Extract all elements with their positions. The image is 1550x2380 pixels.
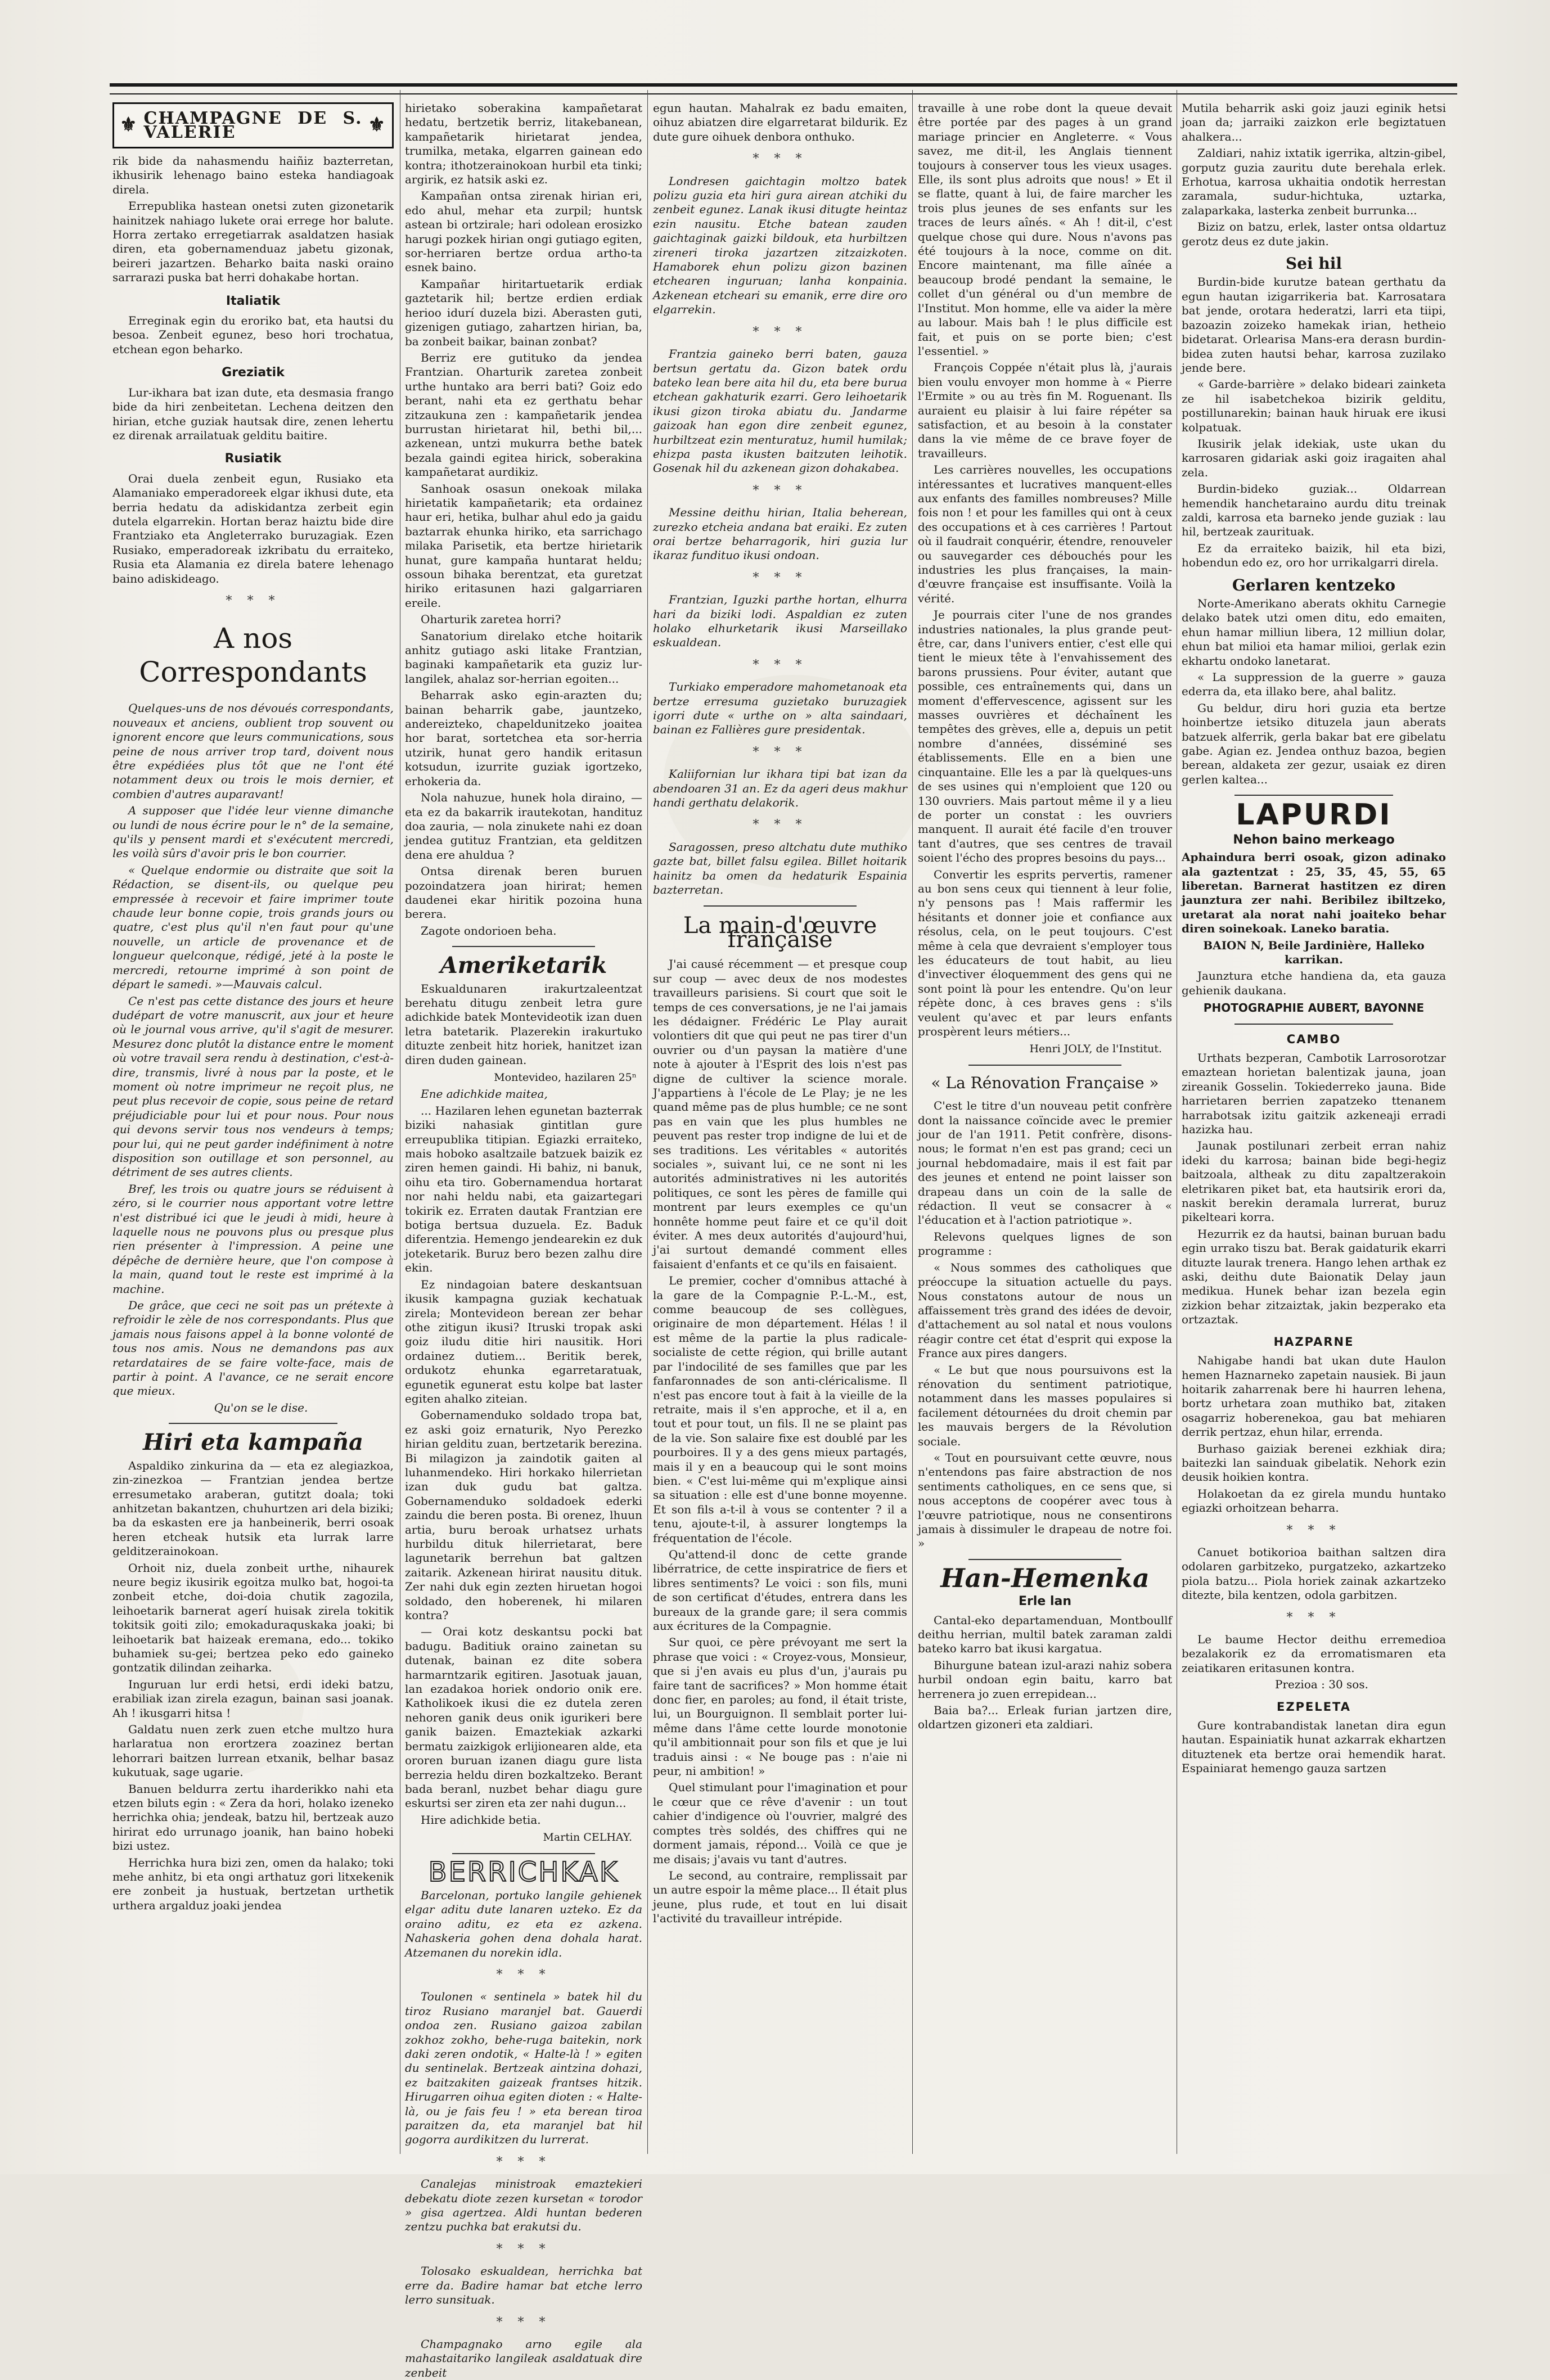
paragraph: Quelques-uns de nos dévoués correspondants, nouveaux et anciens, oublient trop souvent ou ignorent encore que leurs communications, sous peine de nous arriver trop tard, doivent nous être expédiées plus tôt que ne l'ont été notamment deux ou trois le mois dernier, et combien d'autres auparavant! — [112, 701, 394, 801]
ornament-divider: * * * — [1286, 1523, 1341, 1538]
article-title: A nos Correspondants — [139, 622, 367, 689]
section-heading: Sei hil — [1285, 254, 1342, 273]
section-heading: HAZPARNE — [1273, 1335, 1354, 1349]
paragraph: Hezurrik ez da hautsi, bainan buruan badu egin urrako tiszu bat. Berak gaidaturik ekarri dituzte laurak trenera. Hango lehen arthak ez aski, deithu dute Baionatik Delay jaun medikua. Hunek behar izan bezela egin zizkion behar zitzaiztak, jakin bezperako eta ortzaztak. — [1182, 1227, 1446, 1327]
paragraph: Orhoit niz, duela zonbeit urthe, nihaurek neure begiz ikusirik egoitza mulko bat, hogoi-ta zonbeit etche, doi-doia chutik zagozila, leihoetarik barnerat agerí huisak zirela tokitik tokitsik goiti zilo; emokaduraquskaka joaki; bi leihoetarik bat haizeak eremana, edo... tokiko buhamiek su-gei; bertzea peko edo gaineko gontzatik dilindan zeiharka. — [112, 1561, 394, 1675]
paragraph: Zaldiari, nahiz ixtatik igerrika, altzin-gibel, gorputz guzia zauritu dute berehala erlek. Erhotua, karrosa ukhaitia ondotik herrestan zaramala, sudur-hichtuka, uztarka, zalaparkaka, lasterka zenbeit burrunka... — [1182, 146, 1446, 217]
section-heading: Greziatik — [222, 366, 285, 380]
ornament-divider: * * * — [753, 324, 808, 339]
ornament-divider: * * * — [496, 2242, 551, 2256]
paragraph: rik bide da nahasmendu haiñiz bazterretan, ikhusirik lehenago baino esteka handiagoak direla. — [112, 154, 394, 196]
paragraph: Lur-ikhara bat izan dute, eta desmasia frango bide da hiri zenbeitetan. Lechena deitzen den hirian, etche guziak hautsak dire, zenen lehertu ez direnak arrailatuak gelditu baitire. — [112, 385, 394, 442]
paragraph: Sanhoak osasun onekoak milaka hirietatik kampañetarik; eta ordainez haur eri, hetika, bulhar ahul edo ja gaidu baztarrak ehunka hiriko, eta sarrichago milaka Parisetik, eta bertze hirietarik hunat, gure kampaña huntarat heldu; ossoun bihaka berentzat, eta guretzat hiriko eritasunen hazi galgarriaren ereile. — [405, 481, 642, 610]
paragraph: Burhaso gaiziak berenei ezkhiak dira; baitezki lan sainduak gibelatik. Nehork ezin deusik hoikien kontra. — [1182, 1441, 1446, 1484]
ad-headline: Nehon baino merkeago — [1233, 832, 1395, 847]
paragraph: Norte-Amerikano aberats okhitu Carnegie delako batek utzi omen ditu, edo emaiten, ehun hamar milliun libera, 12 milliun dolar, ehun bat milioi eta hamar milioi, gerlak ezin ekhartu ondoko lanetarat. — [1182, 597, 1446, 668]
fleur-de-lis-icon: ⚜ — [120, 114, 138, 137]
article-title: Ameriketarik — [440, 952, 607, 979]
paragraph: « Tout en poursuivant cette œuvre, nous n'entendons pas faire abstraction de nos sentiments catholiques, en ce sens que, si nous acceptons de coopérer avec tous à l'œuvre patriotique, nous ne consentirons jamais à dissimuler le drapeau de notre foi. » — [918, 1450, 1172, 1550]
signature: Henri JOLY, de l'Institut. — [1029, 1043, 1162, 1056]
paragraph: Le premier, cocher d'omnibus attaché à la gare de la Compagnie P.-L.-M., est, comme beaucoup de ses collègues, originaire de mon département. Hélas ! il est même de la partie la plus radicale-socialiste de cette région, qui brille autant par l'indocilité de ses familles que par les fanfaronnades de son anti-cléricalisme. Il n'est pas encore tout à fait à la vieille de la retraite, mais il s'en approche, et il a, en tout et pour tout, un fils. Il ne se plaint pas de la vie. Son salaire fixe est doublé par les pourboires. Il y a des gens mieux partagés, mais il y en a beaucoup qui le sont moins bien. « C'est lui-même qui m'explique ainsi sa situation : elle est d'une bonne moyenne. Et son fils a-t-il à vous se contenter ? il a tenu, ajoute-t-il, à assurer longtemps la fréquentation de l'école. — [653, 1274, 907, 1545]
ornament-divider: * * * — [1286, 1610, 1341, 1625]
paragraph: François Coppée n'était plus là, j'aurais bien voulu envoyer mon homme à « Pierre l'Ermite » ou au très fin M. Roguenant. Ils auraient eu plaisir à lui faire répéter sa satisfaction, et au besoin à la constater dans la vie même de ce brave foyer de travailleurs. — [918, 360, 1172, 460]
paragraph: Nola nahuzue, hunek hola diraino, — eta ez da bakarrik irautekotan, handituz doa zauria, — nola zinukete nahi ez doan jendea gutituz Frantzian, eta gelditzen dena ere ahuldua ? — [405, 791, 642, 862]
paragraph: egun hautan. Mahalrak ez badu emaiten, oihuz abiatzen dire elgarretarat bildurik. Ez dute gure oihuek denbora onthuko. — [653, 101, 907, 143]
paragraph: Je pourrais citer l'une de nos grandes industries nationales, la plus grande peut-être, car, dans l'univers entier, c'est elle qui tient le mieux tête à l'envahissement des barons prussiens. Pour éviter, autant que possible, ces entraînements qui, dans un moment d'effervescence, agissent sur les masses ouvrières et déchaînent les tempêtes des grèves, elle a, depuis un petit nombre d'années, disséminé ses établissements. Elle en a bien une cinquantaine. Elle les a par là quelques-uns de ses usines qui n'emploient que 120 ou 130 ouvriers. Mais partout même il y a lieu de porter un constat : les ouvriers manquent. Il aurait été facile d'en trouver tant d'autres, que ses centres de travail soient l'écho des propres besoins du pays... — [918, 608, 1172, 865]
paragraph: « Quelque endormie ou distraite que soit la Rédaction, se disent-ils, ou quelque peu empressée à recevoir et faire imprimer toute chaude leur bonne copie, trois grands jours ou quatre, c'est plus qu'il n'en faut pour qu'une nouvelle, un article de provenance et de longueur quelconque, rédigé, jeté à la poste le mercredi, retourne imprimé à son point de départ le samedi. »—Mauvais calcul. — [112, 863, 394, 991]
divider — [452, 946, 594, 947]
paragraph: — Orai kotz deskantsu pocki bat badugu. Baditiuk oraino zainetan su dutenak, bainan ez dite sobera harmarntzarik egitiren. Jasotuak jauan, lan ezadakoa horiek ondorio onik ere. Katholikoek ikusi die ez dutela zeren nehoren ganik deus onik igurikeri bere ganik baizen. Emaztekiak azkarki bermatu zaizkigok erlijionearen alde, eta ororen buruan izanen diagu gure lista berrezia heldu diren bozkaltzeko. Berant bada beranl, nuzbet behar diagu gure eskurtsi ser ziren eta zer nahi dugun... — [405, 1625, 642, 1810]
paragraph: Qu'attend-il donc de cette grande libérratrice, de cette inspiratrice de fiers et libres sentiments? Le voici : son fils, muni de son certificat d'études, entrera dans les bureaux de la grande gare; il sera commis aux écritures de la Compagnie. — [653, 1547, 907, 1633]
paragraph: Toulonen « sentinela » batek hil du tiroz Rusiano maranjel bat. Gauerdi ondoa zen. Rusiano gaizoa zabilan zokhoz zokho, behe-ruga baitekin, nork daki zeren ondotik, « Halte-là ! » egiten du sentinelak. Bertzeak aintzina dohazi, ez baitzakiten gaizeak frantses hitzik. Hirugarren oihua egiten dioten : « Halte-là, ou je fais feu ! » eta berean tiroa paraitzen da, eta maranjel bat hil gogorra aurdikitzen du lurrerat. — [405, 1990, 642, 2147]
ad-text: Aphaindura berri osoak, gizon adinako ala gaztentzat : 25, 35, 45, 55, 65 liberetan. Barnerat hastitzen ez diren jaunztura zer nahi. Beribilez ibiltzeko, uretarat ala norat nahi joaiteko behar diren soinekoak. Laneko baratia. — [1182, 850, 1446, 936]
fleur-de-lis-icon: ⚜ — [368, 114, 386, 137]
paragraph: Errepublika hastean onetsi zuten gizonetarik hainitzek nahiago lukete orai errege hor balute. Horra zertako erregetiarrak asaldatzen hasiak diren, eta gobernamenduaz jabetu gizonak, beireri jazartzen. Beharko baita naski oraino sarrarazi puska bat herri dohakabe hortan. — [112, 199, 394, 285]
price: Prezioa : 30 sos. — [1275, 1678, 1368, 1692]
section-heading: Gerlaren kentzeko — [1232, 575, 1396, 594]
paragraph: ... Hazilaren lehen egunetan bazterrak biziki nahasiak gintitlan gure erreupublika titipian. Egiazki erraiteko, mais hoboko asaltzaile batzuek baizik ez ziren hemen gaindi. Hi bahiz, ni banuk, oihu eta tiro. Gobernamendua hortarat nor nahi heldu nabi, eta gaizartegari tokirik ez. Erraten dautak Frantzian ere botiga bertsua duzuela. Ez. Baduk diferentzia. Hemengo jendearekin ez duk joteketarik. Buruz bero bezen zalhu dire ekin. — [405, 1103, 642, 1275]
column-5 — [1182, 101, 1446, 2148]
divider — [968, 1559, 1121, 1560]
paragraph: Ce n'est pas cette distance des jours et heure dudépart de votre manuscrit, aux jour et heure où le journal vous arrive, qu'il s'agit de mesurer. Mesurez donc plutôt la distance entre le moment où votre travail sera rendu à destination, c'est-à-dire, transmis, livré à nous par la poste, et le moment où notre imprimeur ne reçoit plus, ne peut plus recevoir de copie, sous peine de retard préjudiciable pour lui et pour nous. Pour nous qui devons servir tous nos vendeurs à temps; pour lui, qui ne peut garder indéfiniment à notre disposition son outillage et son personnel, au détriment de ses autres clients. — [112, 994, 394, 1179]
ornament-divider: * * * — [496, 2154, 551, 2169]
paragraph: Beharrak asko egin-arazten du; bainan beharrik gabe, jauntzeko, andereizteko, chapeldunitzeko joaitea hor barat, sortetchea eta sor-herria utzirik, hunat gero handik eritasun kotsudun, izurrite guziak igortzeko, erhokeria da. — [405, 688, 642, 788]
paragraph: Le baume Hector deithu erremedioa bezalakorik ez da erromatismaren eta zeiatikaren eritasunen kontra. — [1182, 1633, 1446, 1675]
article-title: Han-Hemenka — [940, 1562, 1150, 1593]
paragraph: Burdin-bide kurutze batean gerthatu da egun hautan izigarrikeria bat. Karrosatara bat jende, orotara hederatzi, larri eta tiipi, bazoazin zoizeko hamekak irian, hetheio bidetarat. Orlearisa Mans-era derasn burdin-bidea zuten hautsi behar, karrosa zuzilako jende bere. — [1182, 275, 1446, 375]
article-title: LAPURDI — [1236, 798, 1392, 832]
divider — [704, 905, 856, 907]
paragraph: Messine deithu hirian, Italia beherean, zurezko etcheia andana bat eraiki. Ez zuten orai bertze beharragorik, hiri guzia lur ikaraz fundituo ikusi ondoan. — [653, 506, 907, 562]
paragraph: Aspaldiko zinkurina da — eta ez alegiazkoa, zin-zinezkoa — Frantzian jendea bertze erresumetako araberan, gutitzt doala; toki anhitzetan bakantzen, chuhurtzen ari dela biziki; ba da eskasten ere ja hanbeinerik, berri osoak heren etcheak hutsik eta lurrak larre gelditzerainokoan. — [112, 1458, 394, 1558]
ad-photographer: PHOTOGRAPHIE AUBERT, BAYONNE — [1203, 1001, 1425, 1015]
paragraph: C'est le titre d'un nouveau petit confrère dont la naissance coïncide avec le premier jour de l'an 1911. Petit confrère, disons-nous; le format n'en est pas grand; ceci un journal hebdomadaire, mais il est fait par des jeunes et entend ne point laisser son drapeau dans un coin de la salle de rédaction. Il veut se consacrer à « l'éducation et à l'action patriotique ». — [918, 1099, 1172, 1227]
paragraph: Eskualdunaren irakurtzaleentzat berehatu ditugu zenbeit letra gure adichkide batek Montevideotik izan duen letra batetarik. Plazerekin irakurtuko dituzte zenbeit hitz horiek, hanitzet izan diren duden gainean. — [405, 981, 642, 1067]
paragraph: Gu beldur, diru hori guzia eta bertze hoinbertze ietsiko dituzela jaun aberats batzuek alferrik, gerla bakar bat ere gibelatu gabe. Agian ez. Jendea onthuz bazoa, begien berean, aldaketa zer gezur, usaiak ez diren gerlen kaltea... — [1182, 701, 1446, 786]
paragraph: hirietako soberakina kampañetarat hedatu, bertzetik berriz, litakebanean, kampañetarik hirietarat jendea, trumilka, metaka, elgarren gainean edo kontra; ithotzerainokoan hurbil eta tinki; argirik, ez hatsik aski ez. — [405, 101, 642, 187]
ornament-divider: * * * — [753, 152, 808, 166]
section-heading: Erle lan — [1018, 1594, 1072, 1609]
paragraph: Londresen gaichtagin moltzo batek polizu guzia eta hiri gura airean atchiki du zenbeit egunez. Lanak ikusi ditugte heintaz ezin nausitu. Etche batean zauden gaichtaginak gaizki bildouk, eta hurbiltzen zireneri tiroka jazartzen zitzaizkoten. Hamaborek ehun polizu gizon bazinen etchearen inguruan; lanha konpainia. Azkenean etcheari su emanik, erre dire oro elgarrekin. — [653, 174, 907, 317]
column-3 — [653, 101, 907, 2148]
paragraph: Mutila beharrik aski goiz jauzi eginik hetsi joan da; jarraiki zaizkon erle begiztatuen ahalkera... — [1182, 101, 1446, 143]
paragraph: Ikusirik jelak idekiak, uste ukan du karrosaren gidariak aski goiz iragaiten ahal zela. — [1182, 436, 1446, 479]
banner-title: CHAMPAGNE DE S. VALERIE — [143, 108, 363, 142]
column-1 — [112, 101, 394, 2148]
paragraph: travaille à une robe dont la queue devait être portée par des pages à un grand mariage princier en Angleterre. « Vous savez, me dit-il, les Anglais tiennent toujours à conserver tous les vieux usages. Elle, ils sont plus adroits que nous! » Et il se flatte, quant à lui, de faire marcher les trois plus jeunes de ses enfants sur les traces de leurs aînés. « Ah ! dit-il, c'est quelque chose qui dure. Nous n'avons pas été toujours à la noce, comme on dit. Encore maintenant, ma fille aînée a beaucoup brodé pendant la semaine, le collet d'un général ou d'un membre de l'Institut. Mon homme, elle va aider la mère au labour. Mais bah ! le plus difficile est fait, et puis on se porte bien; c'est l'essentiel. » — [918, 101, 1172, 358]
paragraph: Gure kontrabandistak lanetan dira egun hautan. Espainiatik hunat azkarrak ekhartzen dituztenek eta bertze orai hemendik harat. Espainiarat hemengo gauza sartzen — [1182, 1719, 1446, 1775]
divider — [1234, 795, 1393, 796]
article-title: « La Rénovation Française » — [931, 1073, 1159, 1092]
paragraph: Saragossen, preso altchatu dute muthiko gazte bat, billet falsu egilea. Billet hoitarik hainitz ba omen da hedaturik Espainia bazterretan. — [653, 840, 907, 897]
paragraph: Bihurgune batean izul-arazi nahiz sobera hurbil ondoan egin baitu, karro bat herrenera jo zuen errepidean... — [918, 1658, 1172, 1701]
section-heading: Rusiatik — [224, 452, 282, 466]
paragraph: Frantzian, Iguzki parthe hortan, elhurra hari da biziki lodi. Aspaldian ez zuten holako elhurketarik ikusi Marseillako eskualdean. — [653, 593, 907, 650]
article-title: Hiri eta kampaña — [143, 1429, 363, 1456]
divider — [1234, 1024, 1393, 1025]
paragraph: « La suppression de la guerre » gauza ederra da, eta illako bere, ahal balitz. — [1182, 670, 1446, 698]
paragraph: Canalejas ministroak emaztekieri debekatu diote zezen kursetan « torodor » gisa agertzea. Aldi huntan bederen zentzu puchka bat erakutsi du. — [405, 2177, 642, 2234]
paragraph: Cantal-eko departamenduan, Montboullf deithu herrian, multil batek zaraman zaldi bateko karro bat ikusi kargatua. — [918, 1613, 1172, 1656]
paragraph: J'ai causé récemment — et presque coup sur coup — avec deux de nos modestes travailleurs parisiens. Si court que soit le temps de ces conversations, je ne l'ai jamais les dédaigner. Frédéric Le Play aurait volontiers dit que qui peut ne pas tirer d'un ouvrier ou d'un paysan la matière d'une note à ajouter à l'Esprit des lois n'est pas digne de cultiver la science morale. J'appartiens à l'école de Le Play; je ne les quand même pas de plus humble; ce ne sont pas en vain que les plus humbles ne peuvent pas rester trop indigne de lui et de ses traditions. Les véritables « autorités sociales », suivant lui, ce ne sont ni les autorités administratives ni les autorités politiques, ce sont les pères de famille qui montrent par leurs exemples ce qu'un honnête homme peut faire et ce qu'il doit éviter. A mes deux autorités d'aujourd'hui, j'ai surtout demandé comment elles faisaient d'enfants et ce qu'ils en faisaient. — [653, 957, 907, 1271]
paragraph: Oharturik zaretea horri? — [421, 612, 561, 626]
paragraph: Ontsa direnak beren buruen pozoindatzera joan hirirat; hemen daudenei ekar hiritik pozoina huna berera. — [405, 864, 642, 921]
section-heading: CAMBO — [1286, 1032, 1341, 1046]
paragraph: Champagnako arno egile ala mahastaitariko langileak asaldatuak dire zenbeit — [405, 2337, 642, 2379]
column-rule — [647, 90, 648, 2154]
paragraph: Jaunak postilunari zerbeit erran nahiz ideki du karrosa; bainan bide begi-hegiz baitzoala, altheak zu ditu zapaltzerakoin eletrikaren piket bat, eta hautsirik erori da, naskit berekin deramala lurrerat, buruz pikelteari korra. — [1182, 1139, 1446, 1224]
paragraph: Sanatorium direlako etche hoitarik anhitz gutiago aski litake Frantzian, baginaki kampañetarik eta guziz lur-langilek, ahalaz sor-herrian egoiten... — [405, 629, 642, 686]
paragraph: A supposer que l'idée leur vienne dimanche ou lundi de nous écrire pour le n° de la semaine, qu'ils y pensent mardi et s'exécutent mercredi, les voilà sûrs d'avoir pris le bon courrier. — [112, 804, 394, 860]
column-2 — [405, 101, 642, 2379]
column-rule — [912, 90, 913, 2154]
paragraph: Urthats bezperan, Cambotik Larrosorotzar emaztean horietan balentizak jauna, joan zireanik Gosselin. Tokiederreko jauna. Bide harrietaren berrien zapatzeko ttenanem harrabotsak izitu gaitzik azkeneaji erradi hazizka hau. — [1182, 1051, 1446, 1136]
signature: Martin CELHAY. — [543, 1831, 632, 1844]
divider — [968, 1065, 1121, 1066]
paragraph: Banuen beldurra zertu iharderikko nahi eta etzen biluts egin : « Zera da hori, holako izeneko herrichka ohia; jendeak, batzu hil, bertzeak auzo hirirat edo urrunago joanik, han baino hobeki bizi ustez. — [112, 1782, 394, 1853]
paragraph: « Le but que nous poursuivons est la rénovation du sentiment patriotique, notamment dans les masses populaires si facilement détournées du droit chemin par les mauvais bergers de la Révolution sociale. — [918, 1363, 1172, 1448]
paragraph: Sur quoi, ce père prévoyant me sert la phrase que voici : « Croyez-vous, Monsieur, que si j'en avais eu plus d'un, j'aurais pu faire tant de sacrifices? » Mon homme était donc fier, en paroles; au fond, il était triste, lui, un Bourguignon. Il semblait porter lui-même dans l'âme cette lourde monotonie qu'il ambitionnait pour son fils et que je lui traduis ainsi : « Ne bouge pas : n'aie ni peur, ni ambition! » — [653, 1635, 907, 1778]
ornament-divider: * * * — [226, 593, 281, 608]
ornament-divider: * * * — [496, 2315, 551, 2329]
paragraph: Ez nindagoian batere deskantsuan ikusik kampagna guziak kechatuak zirela; Montevideon berean zer behar othe zitigun ikusi? Itruski tropak aski goiz iludu ditie hiri nausitik. Hori ordainez dutiem... Beritik berek, ordukotz ehunka egarretaratuak, egunetik egunerat estu kolpe bat laster egiten ahalko ziteian. — [405, 1277, 642, 1405]
ornament-divider: * * * — [753, 745, 808, 759]
ornament-divider: * * * — [496, 1967, 551, 1982]
paragraph: Quel stimulant pour l'imagination et pour le cœur que ce rêve d'avenir : un tout cahier d'indigence où l'ouvrier, malgré des comptes très soldés, des chiffres qui ne dorment jamais, répond... Voilà ce que je me disais; j'avais vu tant d'autres. — [653, 1781, 907, 1866]
paragraph: Herrichka hura bizi zen, omen da halako; toki mehe anhitz, bi eta ongi arthatuz gori litxekenik ere zonbeit ja hustuak, bertzetan urthetik urthera argalduz joaki jendea — [112, 1855, 394, 1912]
paragraph: Bref, les trois ou quatre jours se réduisent à zéro, si le courrier nous apportant votre lettre n'est distribué ici que le jeudi à midi, heure à laquelle nous ne pouvons plus ou presque plus rien présenter à l'impression. A peine une dépêche de dernière heure, que l'on compose à la main, quand tout le reste est imprimé à la machine. — [112, 1182, 394, 1296]
section-heading: Italiatik — [226, 294, 281, 308]
paragraph: Ez da erraiteko baizik, hil eta bizi, hobendun edo ez, oro hor urrikalgarri direla. — [1182, 541, 1446, 570]
column-4 — [918, 101, 1172, 2148]
masthead-rule — [110, 83, 1457, 94]
ornament-divider: * * * — [753, 570, 808, 585]
paragraph: « Garde-barrière » delako bideari zainketa ze hil isabetchekoa bizirik gelditu, postillunarekin; bainan hauk hiruak ere ikusi kolpatuak. — [1182, 377, 1446, 434]
paragraph: Frantzia gaineko berri baten, gauza bertsun gertatu da. Gizon batek ordu bateko lean bere aita hil du, eta bere burua etchean gakhaturik ezarri. Gero leihoetarik ikusi gizon tiroka abiatu du. Jandarme gaizoak han egon dire zenbeit egunez, hurbiltzeat ezin menturatuz, humil humilak; ehizpa pasta ikusten baitzuten leihotik. Gosenak hil du azkenean gizon dohakabea. — [653, 347, 907, 475]
ornament-divider: * * * — [753, 483, 808, 498]
paragraph: Kampañar hiritartuetarik erdiak gaztetarik hil; bertze erdien erdiak herioo idurí duzela bizi. Aberasten guti, gizenigen gutiago, zahartzen hirian, ba, ba zonbeit baikar, bainan zonbat? — [405, 277, 642, 348]
paragraph: Burdin-bideko guziak... Oldarrean hemendik hanchetaraino aurdu ditu treinak zaldi, karrosa eta barneko jende guziak : lau hil, bertzeak zaurituak. — [1182, 482, 1446, 539]
divider — [169, 1423, 337, 1424]
paragraph: Baia ba?... Erleak furian jartzen dire, oldartzen gizoneri eta zaldiari. — [918, 1703, 1172, 1732]
paragraph: Relevons quelques lignes de son programme : — [918, 1229, 1172, 1258]
paragraph: Kaliifornian lur ikhara tipi bat izan da abendoaren 31 an. Ez da ageri deus makhur handi gerthatu delakorik. — [653, 767, 907, 810]
paragraph: Berriz ere gutituko da jendea Frantzian. Oharturik zaretea zonbeit urthe huntako ara berri bati? Goiz edo berant, nahi eta ez gerthatu behar zitzaukuna zen : kampañetarik jendea burrustan hirietarat hil, bethi bil,... azkenean, untzi mukurra bethe batek bezala gaindi egitea hirick, soberakina kampañetarat aurdikiz. — [405, 350, 642, 479]
divider — [452, 1853, 594, 1854]
paragraph: De grâce, que ceci ne soit pas un prétexte à refroidir le zèle de nos correspondants. Plus que jamais nous faisons appel à la bonne volonté de tous nos amis. Nous ne demandons pas aux retardataires de se faire volte-face, mais de partir à point. A l'avance, ce ne serait encore que mieux. — [112, 1299, 394, 1398]
section-heading: EZPELETA — [1277, 1700, 1351, 1714]
paragraph: Biziz on batzu, erlek, laster ontsa oldartuz gerotz deus ez dute jakin. — [1182, 220, 1446, 248]
ornament-divider: * * * — [753, 818, 808, 832]
paragraph: « Nous sommes des catholiques que préoccupe la situation actuelle du pays. Nous constatons autour de nous un affaissement très grand des idées de devoir, d'attachement au sol natal et nous voulons réagir contre cet état d'esprit qui expose la France aux pires dangers. — [918, 1260, 1172, 1360]
paragraph: Erreginak egin du eroriko bat, eta hautsi du besoa. Zenbeit egunez, beso hori trochatua, etchean egon beharko. — [112, 314, 394, 356]
salutation: Ene adichkide maitea, — [421, 1087, 548, 1101]
champagne-ad-banner — [112, 102, 394, 148]
ornament-divider: * * * — [753, 657, 808, 672]
paragraph: Canuet botikorioa baithan saltzen dira odolaren garbitzeko, purgatzeko, azkartzeko piola batzu... Piola horiek zainak azkartzeko ditezte, bila kentzen, odola garbitzen. — [1182, 1545, 1446, 1602]
paragraph: Orai duela zenbeit egun, Rusiako eta Alamaniako emperadoreek elgar ikhusi dute, eta berria hedatu da adiskidantza zerbeit egin dutela elgarrekin. Hortan beraz haiztu bide dire Frantziako eta Angleterrako buruzagiak. Ezen Rusiako, emperadoreak izkribatu du erraiteko, Rusia eta Alamania ez direla batere lehenago baino adiskideago. — [112, 471, 394, 585]
paragraph: Le second, au contraire, remplissait par un autre espoir la même place... Il était plus jeune, plus rude, et tout en lui disait l'activité du travailleur intrépide. — [653, 1868, 907, 1926]
dateline: Montevideo, hazilaren 25ⁿ — [494, 1071, 637, 1084]
article-title: BERRICHKAK — [428, 1856, 619, 1888]
paragraph: Les carrières nouvelles, les occupations intéressantes et lucratives manquent-elles aux enfants des familles nombreuses? Mille fois non ! et pour les familles qui ont à ceux des occupations et à ces carrières ! Partout où il faudrait conquérir, étendre, renouveler ou sauvegarder ces débouchés pour les industries les plus françaises, la main-d'œuvre française est insuffisante. Voilà la vérité. — [918, 463, 1172, 605]
paragraph: Tolosako eskualdean, herrichka bat erre da. Badire hamar bat etche lerro lerro sunsituak. — [405, 2264, 642, 2307]
ad-address: BAION N, Beile Jardinière, Halleko karrikan. — [1203, 938, 1425, 966]
paragraph: Hire adichkide betia. — [421, 1813, 541, 1827]
paragraph: Barcelonan, portuko langile gehienek elgar aditu dute lanaren uzteko. Ez da oraino aditu, ez eta ez azkena. Nahaskeria gohen dena dohala harat. Atzemanen du norekin idla. — [405, 1888, 642, 1959]
paragraph: Convertir les esprits pervertis, ramener au bon sens ceux qui tiennent à leur folie, n'y pensons pas ! Mais raffermir les hésitants et donner joie et confiance aux résolus, cela, on le peut toujours. C'est même à cela que devraient s'employer tous les éducateurs de tout habit, au lieu d'invectiver éloquemment des gens qui ne sont point là pour les entendre. Qu'on leur répète donc, à ces braves gens : s'ils veulent qu'avec et par leurs enfants prospèrent leurs métiers... — [918, 867, 1172, 1038]
paragraph: Zagote ondorioen beha. — [421, 923, 557, 937]
article-title: La main-d'œuvre française — [683, 912, 877, 953]
paragraph: Kampañan ontsa zirenak hirian eri, edo ahul, mehar eta zurpil; huntsk astean bi ortzirale; hari odolean erosizko harugi pozkek hirian ongi gutiago egiten, sor-herriaren bertze ordua artho-ta esnek baino. — [405, 189, 642, 274]
paragraph: Gobernamenduko soldado tropa bat, ez aski goiz ernaturik, Nyo Perezko hirian gelditu zuan, bertzetarik berezina. Bi milagizon ja zaindotik gaiten al luhanmendeko. Hiri horkako hilerrietan izan duk gudu bat galtza. Gobernamenduko soldadoek ederki zaindu die beren posta. Bi orenez, lhuun artia, buru beroak urhatsez urhats hurbildu dituk hilerrietarat, bere lagunetarik berrehun bat galtzen zaitarik. Azkenean hirirat nausitu dituk. Zer nahi duk egin zezten hiruetan hogoi soldado, den hoberenek, hi milaren kontra? — [405, 1408, 642, 1622]
paragraph: Nahigabe handi bat ukan dute Haulon hemen Haznarneko zapetain nausiek. Bi jaun hoitarik zaharrenak bere hi haurren lehena, bortz urhetara zoan muthiko bat, zitaken osagarriz hoberenekoa, gau bat mehiaren derrik pertzaz, ehun hilar, errenda. — [1182, 1354, 1446, 1439]
paragraph: Qu'on se le dise. — [214, 1400, 308, 1414]
paragraph: Holakoetan da ez girela mundu huntako egiazki orhoitzean beharra. — [1182, 1486, 1446, 1515]
paragraph: Turkiako emperadore mahometanoak eta bertze erresuma guzietako buruzagiek igorri dute « urthe on » alta saindaari, bainan ez Fallières gure presidentak. — [653, 680, 907, 737]
paragraph: Inguruan lur erdi hetsi, erdi ideki batzu, erabiliak izan zirela ezagun, bainan sasi joanak. Ah ! ikusgarri hitsa ! — [112, 1677, 394, 1720]
ad-text: Jaunztura etche handiena da, eta gauza gehienik daukana. — [1182, 969, 1446, 997]
paragraph: Galdatu nuen zerk zuen etche multzo hura harlaratua non erortzera zoazinez bertan lehorrari baitzen lurrean etxanik, belhar basaz kukutuak, sage ugarie. — [112, 1723, 394, 1779]
